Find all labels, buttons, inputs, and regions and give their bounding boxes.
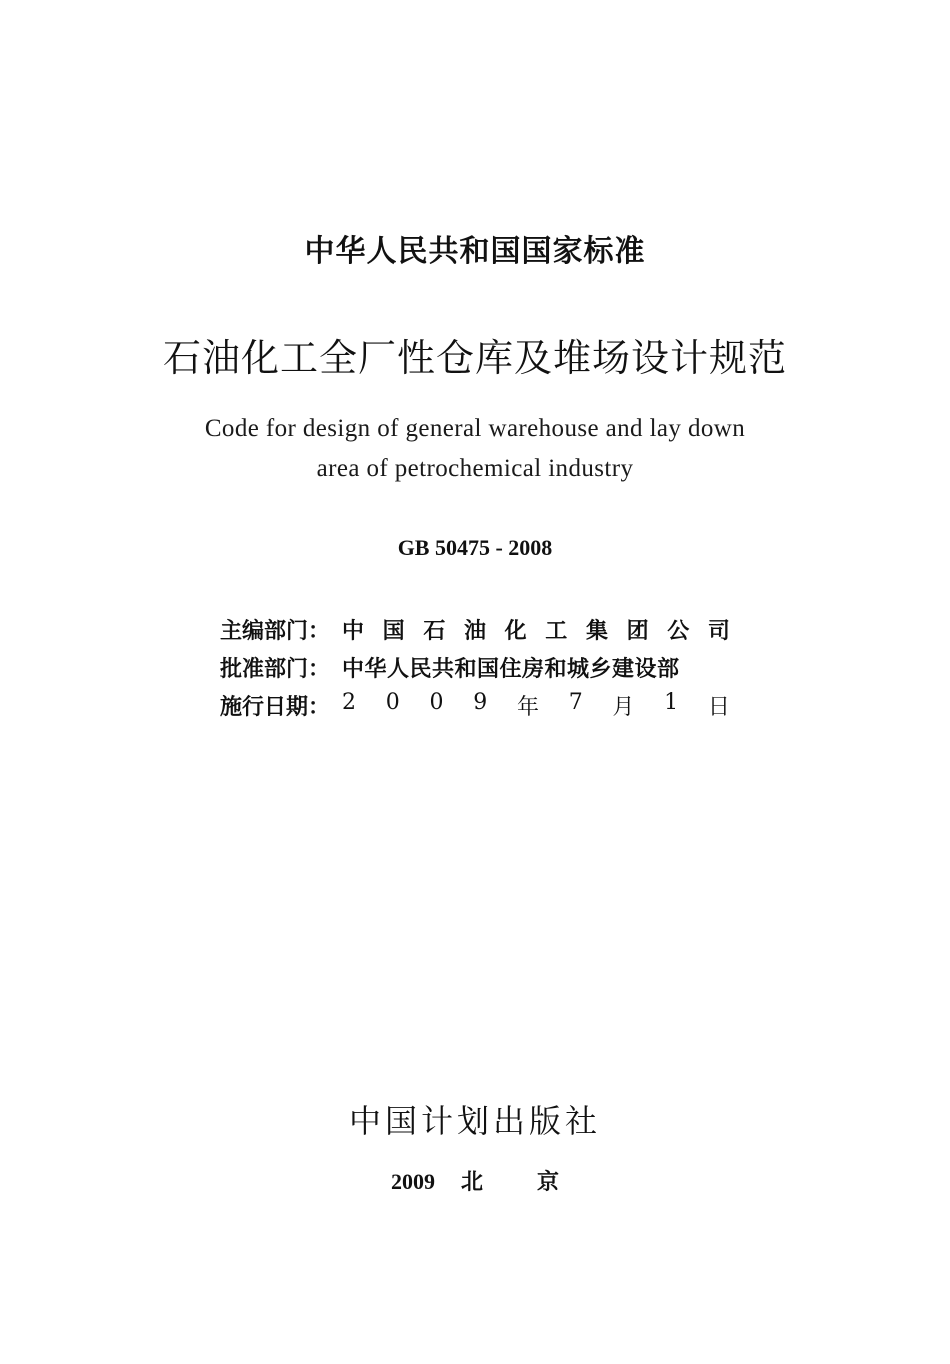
publisher-name: 中国计划出版社 bbox=[348, 1102, 601, 1140]
editor-char: 公 bbox=[667, 618, 690, 644]
editor-char: 中 bbox=[342, 618, 365, 644]
document-title-english-line-2: area of petrochemical industry bbox=[316, 455, 634, 482]
publication-city-char-1: 北 bbox=[460, 1169, 483, 1194]
editor-char: 工 bbox=[545, 618, 568, 644]
effective-date-label: 施行日期： bbox=[220, 694, 331, 720]
editor-department-row bbox=[220, 612, 740, 646]
editor-department-label: 主编部门： bbox=[220, 618, 331, 644]
editor-char: 国 bbox=[382, 618, 405, 644]
approval-department-row bbox=[220, 650, 740, 684]
document-title-chinese: 石油化工全厂性仓库及堆场设计规范 bbox=[162, 336, 787, 380]
date-char: 9 bbox=[473, 689, 488, 715]
editor-char: 化 bbox=[504, 618, 527, 644]
date-char: 0 bbox=[385, 689, 400, 715]
standard-code: GB 50475 - 2008 bbox=[397, 535, 553, 560]
date-char: 0 bbox=[429, 689, 444, 715]
publication-year: 2009 bbox=[390, 1169, 435, 1194]
editor-department-value bbox=[342, 614, 740, 645]
date-char: 1 bbox=[664, 689, 679, 715]
standard-series-heading: 中华人民共和国国家标准 bbox=[304, 234, 646, 269]
publication-imprint bbox=[0, 1167, 950, 1197]
date-char: 日 bbox=[707, 694, 730, 720]
editor-char: 集 bbox=[585, 618, 608, 644]
editor-char: 油 bbox=[463, 618, 486, 644]
editor-char: 石 bbox=[423, 618, 446, 644]
approval-department-label: 批准部门： bbox=[220, 656, 331, 682]
publication-city-char-2: 京 bbox=[537, 1169, 560, 1194]
editor-char: 司 bbox=[707, 618, 730, 644]
document-title-english-line-1: Code for design of general warehouse and lay down bbox=[204, 415, 746, 442]
effective-date-value bbox=[342, 690, 740, 721]
approval-department-value: 中华人民共和国住房和城乡建设部 bbox=[342, 656, 680, 682]
date-char: 2 bbox=[342, 689, 356, 715]
effective-date-row bbox=[220, 688, 740, 722]
date-char: 年 bbox=[516, 694, 539, 720]
date-char: 月 bbox=[612, 694, 635, 720]
date-char: 7 bbox=[568, 689, 583, 715]
editor-char: 团 bbox=[626, 618, 649, 644]
